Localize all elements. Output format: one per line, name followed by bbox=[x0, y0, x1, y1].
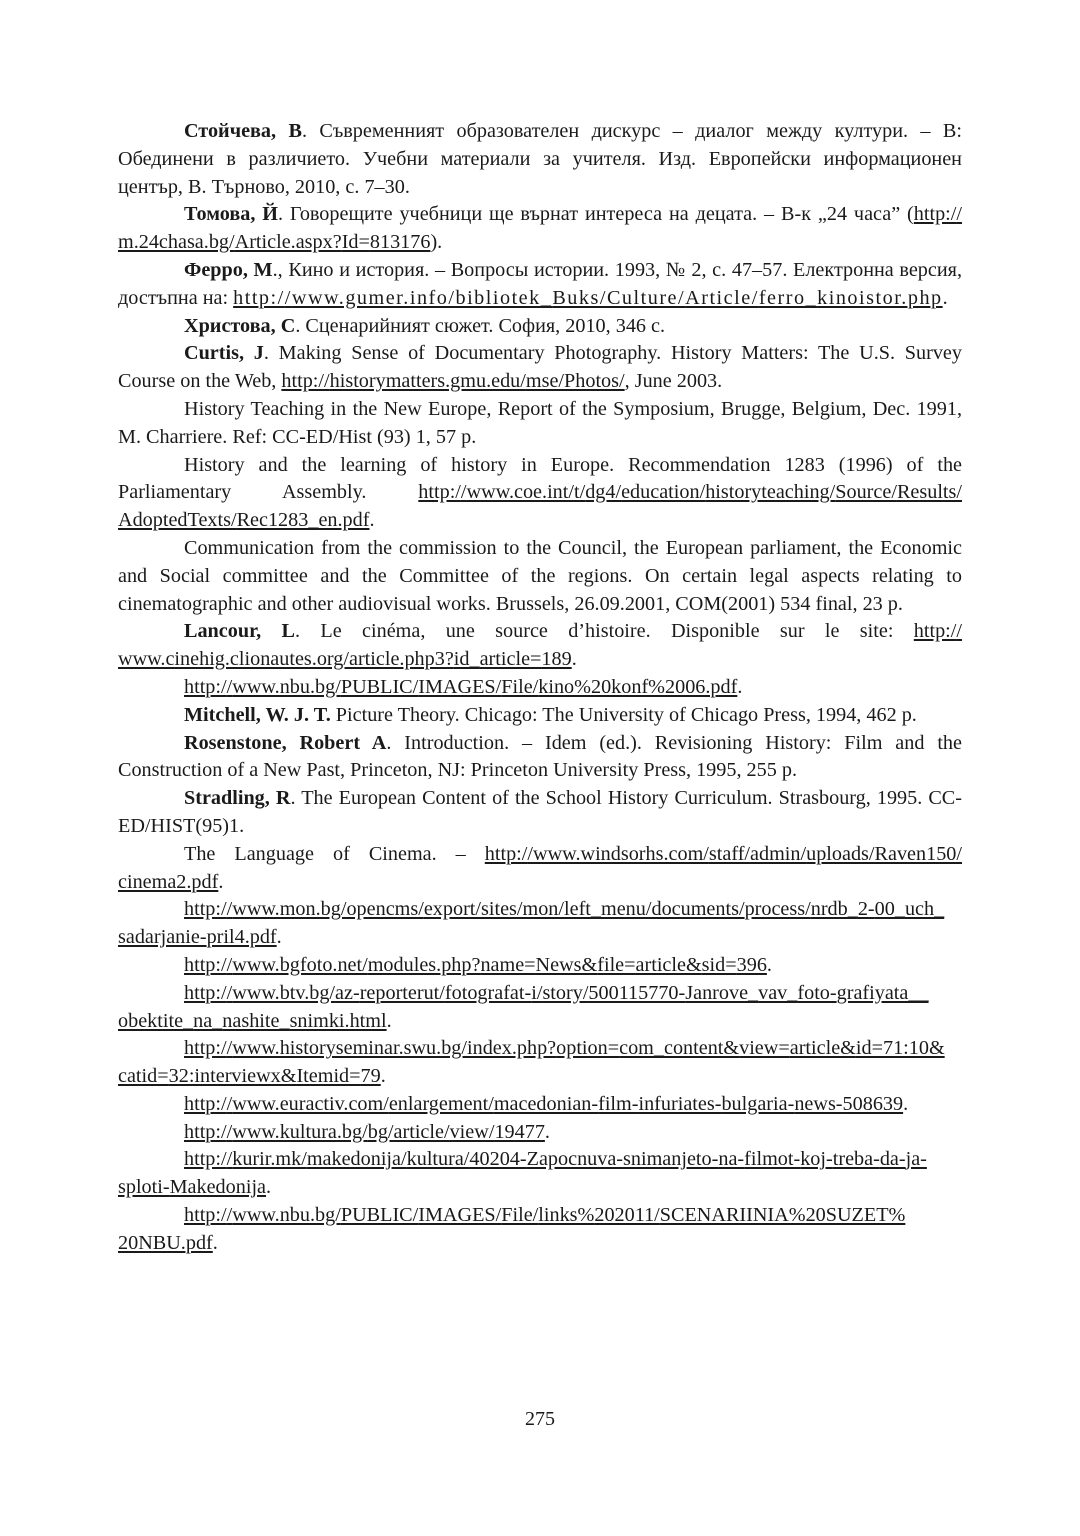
reference-entry bbox=[118, 1146, 962, 1202]
reference-entry bbox=[118, 618, 962, 674]
ref-after: . bbox=[903, 1092, 909, 1115]
ref-link[interactable]: http://historymatters.gmu.edu/mse/Photos/ bbox=[281, 370, 625, 393]
ref-after: , June 2003. bbox=[624, 370, 723, 393]
ref-author: Mitchell, W. J. T. bbox=[184, 703, 331, 726]
reference-entry bbox=[118, 535, 962, 618]
ref-link[interactable]: http://kurir.mk/makedonija/kultura/40204-Zapocnuva-snimanjeto-na-filmot-koj-treba-da-ja-sploti-Makedonija bbox=[118, 1148, 927, 1199]
ref-author: Curtis, J bbox=[184, 342, 264, 365]
page-number: 275 bbox=[525, 1408, 555, 1430]
reference-entry bbox=[118, 1119, 962, 1147]
ref-text: Picture Theory. Chicago: The University of Chicago Press, 1994, 462 p. bbox=[330, 703, 917, 726]
ref-author: Томова, Й bbox=[184, 203, 278, 226]
ref-after: . bbox=[942, 286, 948, 309]
ref-after: . bbox=[544, 1120, 550, 1143]
ref-link[interactable]: http://www.euractiv.com/enlargement/macedonian-film-infuriates-bulgaria-news-508639 bbox=[184, 1092, 904, 1115]
ref-text: . The European Content of the School History Curriculum. Strasbourg, 1995. CC-ED/HIST(95)1. bbox=[118, 787, 962, 837]
ref-link[interactable]: http://www.bgfoto.net/modules.php?name=News&file=article&sid=396 bbox=[184, 953, 767, 976]
ref-after: . bbox=[386, 1009, 392, 1032]
ref-author: Стойчева, В bbox=[184, 120, 302, 142]
ref-author: Rosenstone, Robert A bbox=[184, 731, 387, 754]
reference-entry bbox=[118, 896, 962, 952]
ref-after: . bbox=[212, 1231, 218, 1254]
ref-text: . Introduction. – Idem (ed.). Revisioning History: Film and the Construction of a New Past, Princeton, NJ: Princeton University Press, 1995, 255 p. bbox=[118, 731, 962, 782]
reference-entry bbox=[118, 980, 962, 1036]
ref-link[interactable]: http://www.gumer.info/bibliotek_Buks/Culture/Article/ferro_kinoistor.php bbox=[233, 286, 943, 309]
ref-author: Ферро, М bbox=[184, 258, 273, 281]
ref-after: . bbox=[571, 648, 577, 671]
ref-after: ). bbox=[430, 231, 443, 254]
ref-text: History and the learning of history in Europe. Recommendation 1283 (1996) of the Parliamentary Assembly. bbox=[118, 453, 962, 504]
ref-link[interactable]: http://www.kultura.bg/bg/article/view/19477 bbox=[184, 1120, 545, 1143]
ref-text: History Teaching in the New Europe, Report of the Symposium, Brugge, Belgium, Dec. 1991, M. Charriere. Ref: CC-ED/Hist (93) 1, 57 p. bbox=[118, 397, 962, 448]
reference-entry bbox=[118, 396, 962, 452]
ref-after: . bbox=[218, 870, 224, 893]
ref-link[interactable]: http://www.mon.bg/opencms/export/sites/mon/left_menu/documents/process/nrdb_2-00_uch_sadarjanie-pril4.pdf bbox=[118, 898, 945, 949]
ref-text: ., Кино и история. – Вопросы истории. 1993, № 2, с. 47–57. Електронна версия, достъпна на: bbox=[118, 258, 962, 309]
reference-entry bbox=[118, 674, 962, 702]
ref-text: The Language of Cinema. – bbox=[184, 842, 485, 865]
ref-after: . bbox=[737, 675, 743, 698]
ref-text: . Съвременният образователен дискурс – диалог между култури. – В: Обединени в различието. Учебни материали за учителя. Изд. Европейски информационен център, В. Търново, 2010, с. 7–30. bbox=[118, 120, 962, 198]
reference-entry bbox=[118, 952, 962, 980]
reference-entry bbox=[118, 313, 962, 341]
reference-entry bbox=[118, 257, 962, 313]
reference-list bbox=[118, 118, 962, 1258]
ref-link[interactable]: http://www.nbu.bg/PUBLIC/IMAGES/File/kino%20konf%2006.pdf bbox=[184, 675, 738, 698]
ref-link[interactable]: http://m.24chasa.bg/Article.aspx?Id=813176 bbox=[118, 203, 963, 254]
reference-entry bbox=[118, 118, 962, 201]
ref-author: Христова, С bbox=[184, 314, 296, 337]
reference-entry bbox=[118, 730, 962, 786]
ref-after: . bbox=[276, 926, 282, 949]
reference-entry bbox=[118, 201, 962, 257]
reference-entry bbox=[118, 452, 962, 535]
ref-link[interactable]: http://www.nbu.bg/PUBLIC/IMAGES/File/links%202011/SCENARIINIA%20SUZET%20NBU.pdf bbox=[118, 1204, 906, 1254]
ref-text: Communication from the commission to the Council, the European parliament, the Economic and Social committee and the Committee of the regions. On certain legal aspects relating to cinematographic and other audiovisual works. Brussels, 26.09.2001, COM(2001) 534 final, 23 p. bbox=[118, 536, 962, 615]
reference-entry bbox=[118, 1091, 962, 1119]
reference-entry bbox=[118, 1202, 962, 1258]
reference-entry bbox=[118, 702, 962, 730]
ref-text: . Making Sense of Documentary Photography. History Matters: The U.S. Survey Course on the Web, bbox=[118, 342, 962, 393]
reference-entry bbox=[118, 841, 962, 897]
ref-text: . Говорещите учебници ще върнат интереса на децата. – В-к „24 часа” ( bbox=[277, 203, 914, 226]
ref-link[interactable]: http://www.historyseminar.swu.bg/index.php?option=com_content&view=article&id=71:10&catid=32:interviewx&Itemid=79 bbox=[118, 1037, 945, 1088]
ref-link[interactable]: http://www.btv.bg/az-reporterut/fotografat-i/story/500115770-Janrove_vav_foto-grafiyata__obektite_na_nashite_snimki.html bbox=[118, 981, 929, 1032]
ref-after: . bbox=[266, 1176, 272, 1199]
reference-entry bbox=[118, 1035, 962, 1091]
reference-entry bbox=[118, 785, 962, 841]
ref-after: . bbox=[766, 953, 772, 976]
ref-link[interactable]: http://www.coe.int/t/dg4/education/historyteaching/Source/Results/AdoptedTexts/Rec1283_en.pdf bbox=[118, 481, 962, 532]
ref-author: Stradling, R bbox=[184, 787, 291, 810]
ref-link[interactable]: http://www.cinehig.clionautes.org/article.php3?id_article=189 bbox=[118, 620, 963, 671]
reference-entry bbox=[118, 340, 962, 396]
ref-text: . Сценарийният сюжет. София, 2010, 346 с. bbox=[295, 314, 666, 337]
ref-after: . bbox=[369, 509, 375, 532]
ref-text: . Le cinéma, une source d’histoire. Disponible sur le site: bbox=[295, 620, 914, 643]
ref-link[interactable]: http://www.windsorhs.com/staff/admin/uploads/Raven150/cinema2.pdf bbox=[118, 842, 962, 893]
ref-author: Lancour, L bbox=[184, 620, 296, 643]
ref-after: . bbox=[380, 1065, 386, 1088]
